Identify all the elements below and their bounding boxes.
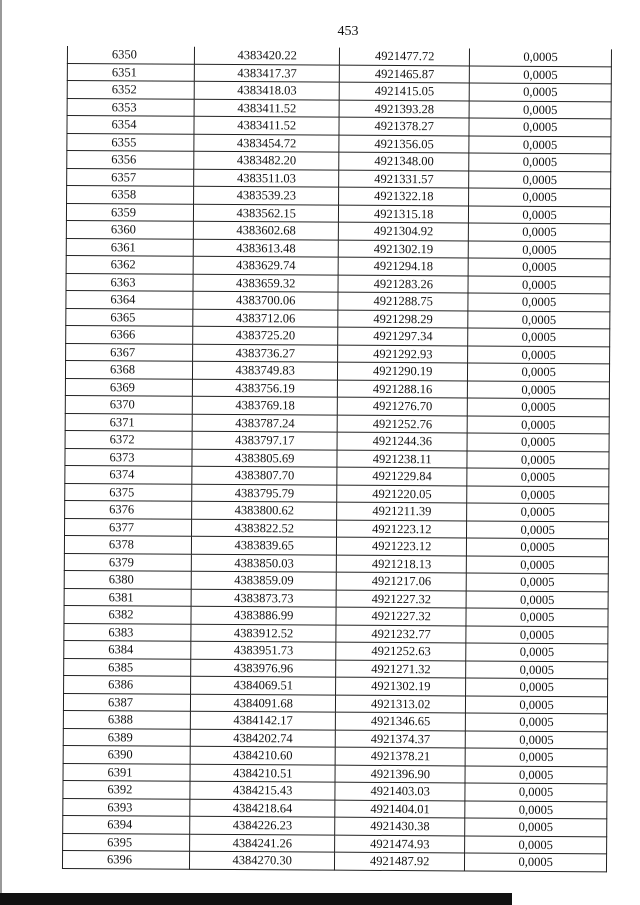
point-number-cell: 6387: [63, 693, 190, 711]
y-coordinate-cell: 4921474.93: [335, 835, 465, 853]
y-coordinate-cell: 4921465.87: [339, 65, 469, 83]
x-coordinate-cell: 4383725.20: [193, 326, 338, 344]
y-coordinate-cell: 4921288.75: [338, 292, 468, 310]
y-coordinate-cell: 4921232.77: [336, 625, 466, 643]
x-coordinate-cell: 4384270.30: [190, 851, 335, 869]
x-coordinate-cell: 4383562.15: [194, 204, 339, 222]
x-coordinate-cell: 4383805.69: [192, 449, 337, 467]
tolerance-cell: 0,0005: [469, 153, 611, 171]
tolerance-cell: 0,0005: [466, 695, 608, 713]
point-number-cell: 6393: [63, 798, 190, 816]
tolerance-cell: 0,0005: [469, 100, 611, 118]
y-coordinate-cell: 4921252.76: [337, 415, 467, 433]
tolerance-cell: 0,0005: [469, 188, 611, 206]
x-coordinate-cell: 4383700.06: [193, 291, 338, 309]
point-number-cell: 6389: [63, 728, 190, 746]
y-coordinate-cell: 4921304.92: [339, 222, 469, 240]
point-number-cell: 6364: [66, 290, 193, 308]
tolerance-cell: 0,0005: [466, 608, 608, 626]
x-coordinate-cell: 4384226.23: [190, 816, 335, 834]
tolerance-cell: 0,0005: [470, 48, 612, 66]
tolerance-cell: 0,0005: [465, 748, 607, 766]
tolerance-cell: 0,0005: [470, 65, 612, 83]
y-coordinate-cell: 4921322.18: [339, 187, 469, 205]
tolerance-cell: 0,0005: [469, 223, 611, 241]
tolerance-cell: 0,0005: [467, 520, 609, 538]
x-coordinate-cell: 4383539.23: [194, 186, 339, 204]
x-coordinate-cell: 4383411.52: [194, 116, 339, 134]
point-number-cell: 6372: [65, 430, 192, 448]
y-coordinate-cell: 4921211.39: [337, 502, 467, 520]
x-coordinate-cell: 4383807.70: [192, 466, 337, 484]
point-number-cell: 6382: [64, 605, 191, 623]
point-number-cell: 6375: [65, 483, 192, 501]
x-coordinate-cell: 4383454.72: [194, 134, 339, 152]
tolerance-cell: 0,0005: [468, 310, 610, 328]
y-coordinate-cell: 4921378.27: [339, 117, 469, 135]
point-number-cell: 6370: [65, 395, 192, 413]
point-number-cell: 6388: [63, 710, 190, 728]
point-number-cell: 6369: [65, 378, 192, 396]
tolerance-cell: 0,0005: [468, 258, 610, 276]
tolerance-cell: 0,0005: [469, 118, 611, 136]
tolerance-cell: 0,0005: [468, 328, 610, 346]
x-coordinate-cell: 4384241.26: [190, 834, 335, 852]
point-number-cell: 6367: [66, 343, 193, 361]
y-coordinate-cell: 4921220.05: [337, 485, 467, 503]
x-coordinate-cell: 4383613.48: [193, 239, 338, 257]
x-coordinate-cell: 4383800.62: [192, 501, 337, 519]
tolerance-cell: 0,0005: [467, 433, 609, 451]
y-coordinate-cell: 4921378.21: [335, 747, 465, 765]
x-coordinate-cell: 4383850.03: [192, 554, 337, 572]
y-coordinate-cell: 4921374.37: [335, 730, 465, 748]
x-coordinate-cell: 4383912.52: [191, 624, 336, 642]
tolerance-cell: 0,0005: [469, 170, 611, 188]
y-coordinate-cell: 4921430.38: [335, 817, 465, 835]
y-coordinate-cell: 4921302.19: [336, 677, 466, 695]
y-coordinate-cell: 4921229.84: [337, 467, 467, 485]
y-coordinate-cell: 4921223.12: [337, 520, 467, 538]
x-coordinate-cell: 4383629.74: [193, 256, 338, 274]
tolerance-cell: 0,0005: [468, 363, 610, 381]
y-coordinate-cell: 4921348.00: [339, 152, 469, 170]
x-coordinate-cell: 4384210.51: [190, 764, 335, 782]
point-number-cell: 6371: [65, 413, 192, 431]
point-number-cell: 6381: [64, 588, 191, 606]
tolerance-cell: 0,0005: [465, 783, 607, 801]
point-number-cell: 6354: [67, 116, 194, 134]
y-coordinate-cell: 4921218.13: [336, 555, 466, 573]
y-coordinate-cell: 4921244.36: [337, 432, 467, 450]
x-coordinate-cell: 4383418.03: [194, 81, 339, 99]
y-coordinate-cell: 4921403.03: [335, 782, 465, 800]
x-coordinate-cell: 4383769.18: [193, 396, 338, 414]
y-coordinate-cell: 4921315.18: [339, 205, 469, 223]
x-coordinate-cell: 4384215.43: [190, 781, 335, 799]
x-coordinate-cell: 4383797.17: [192, 431, 337, 449]
point-number-cell: 6383: [64, 623, 191, 641]
x-coordinate-cell: 4383749.83: [193, 361, 338, 379]
point-number-cell: 6366: [66, 325, 193, 343]
point-number-cell: 6350: [67, 46, 194, 64]
y-coordinate-cell: 4921356.05: [339, 135, 469, 153]
x-coordinate-cell: 4384091.68: [191, 694, 336, 712]
y-coordinate-cell: 4921415.05: [339, 82, 469, 100]
y-coordinate-cell: 4921292.93: [338, 345, 468, 363]
point-number-cell: 6394: [63, 815, 190, 833]
y-coordinate-cell: 4921288.16: [338, 380, 468, 398]
tolerance-cell: 0,0005: [469, 83, 611, 101]
x-coordinate-cell: 4383859.09: [191, 571, 336, 589]
page-number: 453: [337, 24, 359, 39]
tolerance-cell: 0,0005: [468, 293, 610, 311]
point-number-cell: 6385: [64, 658, 191, 676]
y-coordinate-cell: 4921227.32: [336, 607, 466, 625]
tolerance-cell: 0,0005: [468, 345, 610, 363]
tolerance-cell: 0,0005: [465, 853, 607, 871]
y-coordinate-cell: 4921313.02: [336, 695, 466, 713]
coordinates-table: [62, 46, 612, 872]
x-coordinate-cell: 4383839.65: [192, 536, 337, 554]
tolerance-cell: 0,0005: [465, 818, 607, 836]
y-coordinate-cell: 4921393.28: [339, 100, 469, 118]
x-coordinate-cell: 4383873.73: [191, 589, 336, 607]
y-coordinate-cell: 4921217.06: [336, 572, 466, 590]
x-coordinate-cell: 4383417.37: [195, 64, 340, 82]
scan-border-bar: [0, 893, 512, 905]
point-number-cell: 6374: [65, 465, 192, 483]
tolerance-cell: 0,0005: [466, 660, 608, 678]
point-number-cell: 6384: [64, 640, 191, 658]
x-coordinate-cell: 4383951.73: [191, 641, 336, 659]
point-number-cell: 6358: [67, 186, 194, 204]
y-coordinate-cell: 4921252.63: [336, 642, 466, 660]
tolerance-cell: 0,0005: [467, 555, 609, 573]
x-coordinate-cell: 4383822.52: [192, 519, 337, 537]
tolerance-cell: 0,0005: [467, 538, 609, 556]
tolerance-cell: 0,0005: [466, 573, 608, 591]
tolerance-cell: 0,0005: [467, 450, 609, 468]
point-number-cell: 6359: [66, 203, 193, 221]
tolerance-cell: 0,0005: [467, 415, 609, 433]
point-number-cell: 6356: [67, 151, 194, 169]
x-coordinate-cell: 4383511.03: [194, 169, 339, 187]
x-coordinate-cell: 4383420.22: [195, 47, 340, 65]
point-number-cell: 6357: [67, 168, 194, 186]
x-coordinate-cell: 4384218.64: [190, 799, 335, 817]
tolerance-cell: 0,0005: [466, 625, 608, 643]
y-coordinate-cell: 4921238.11: [337, 450, 467, 468]
tolerance-cell: 0,0005: [468, 398, 610, 416]
tolerance-cell: 0,0005: [469, 205, 611, 223]
tolerance-cell: 0,0005: [465, 765, 607, 783]
y-coordinate-cell: 4921404.01: [335, 800, 465, 818]
point-number-cell: 6365: [66, 308, 193, 326]
point-number-cell: 6361: [66, 238, 193, 256]
point-number-cell: 6380: [64, 570, 191, 588]
tolerance-cell: 0,0005: [467, 485, 609, 503]
point-number-cell: 6395: [63, 833, 190, 851]
point-number-cell: 6392: [63, 780, 190, 798]
x-coordinate-cell: 4383602.68: [194, 221, 339, 239]
x-coordinate-cell: 4383976.96: [191, 659, 336, 677]
tolerance-cell: 0,0005: [469, 135, 611, 153]
x-coordinate-cell: 4383795.79: [192, 484, 337, 502]
x-coordinate-cell: 4384210.60: [190, 746, 335, 764]
point-number-cell: 6362: [66, 255, 193, 273]
point-number-cell: 6351: [67, 63, 194, 81]
point-number-cell: 6360: [66, 220, 193, 238]
y-coordinate-cell: 4921290.19: [338, 362, 468, 380]
y-coordinate-cell: 4921227.32: [336, 590, 466, 608]
point-number-cell: 6368: [65, 360, 192, 378]
point-number-cell: 6391: [63, 763, 190, 781]
y-coordinate-cell: 4921477.72: [340, 48, 470, 66]
y-coordinate-cell: 4921396.90: [335, 765, 465, 783]
y-coordinate-cell: 4921331.57: [339, 170, 469, 188]
tolerance-cell: 0,0005: [465, 800, 607, 818]
point-number-cell: 6373: [65, 448, 192, 466]
tolerance-cell: 0,0005: [466, 678, 608, 696]
y-coordinate-cell: 4921346.65: [336, 712, 466, 730]
table-row: [62, 850, 606, 871]
point-number-cell: 6379: [64, 553, 191, 571]
tolerance-cell: 0,0005: [468, 275, 610, 293]
point-number-cell: 6355: [67, 133, 194, 151]
tolerance-cell: 0,0005: [468, 380, 610, 398]
tolerance-cell: 0,0005: [466, 730, 608, 748]
x-coordinate-cell: 4383756.19: [193, 379, 338, 397]
point-number-cell: 6386: [64, 675, 191, 693]
y-coordinate-cell: 4921302.19: [338, 240, 468, 258]
x-coordinate-cell: 4384142.17: [191, 711, 336, 729]
x-coordinate-cell: 4383712.06: [193, 309, 338, 327]
x-coordinate-cell: 4383411.52: [194, 99, 339, 117]
x-coordinate-cell: 4384202.74: [190, 729, 335, 747]
x-coordinate-cell: 4384069.51: [191, 676, 336, 694]
tolerance-cell: 0,0005: [467, 503, 609, 521]
y-coordinate-cell: 4921487.92: [335, 852, 465, 870]
y-coordinate-cell: 4921223.12: [337, 537, 467, 555]
x-coordinate-cell: 4383787.24: [192, 414, 337, 432]
tolerance-cell: 0,0005: [467, 468, 609, 486]
y-coordinate-cell: 4921294.18: [338, 257, 468, 275]
y-coordinate-cell: 4921271.32: [336, 660, 466, 678]
point-number-cell: 6353: [67, 98, 194, 116]
point-number-cell: 6352: [67, 81, 194, 99]
tolerance-cell: 0,0005: [466, 643, 608, 661]
tolerance-cell: 0,0005: [466, 590, 608, 608]
y-coordinate-cell: 4921298.29: [338, 310, 468, 328]
point-number-cell: 6396: [62, 850, 189, 868]
point-number-cell: 6378: [64, 535, 191, 553]
y-coordinate-cell: 4921276.70: [337, 397, 467, 415]
tolerance-cell: 0,0005: [466, 713, 608, 731]
x-coordinate-cell: 4383659.32: [193, 274, 338, 292]
y-coordinate-cell: 4921297.34: [338, 327, 468, 345]
x-coordinate-cell: 4383482.20: [194, 151, 339, 169]
tolerance-cell: 0,0005: [465, 835, 607, 853]
y-coordinate-cell: 4921283.26: [338, 275, 468, 293]
point-number-cell: 6376: [65, 500, 192, 518]
x-coordinate-cell: 4383886.99: [191, 606, 336, 624]
x-coordinate-cell: 4383736.27: [193, 344, 338, 362]
point-number-cell: 6390: [63, 745, 190, 763]
point-number-cell: 6377: [65, 518, 192, 536]
tolerance-cell: 0,0005: [469, 240, 611, 258]
point-number-cell: 6363: [66, 273, 193, 291]
scan-edge: [0, 0, 2, 905]
